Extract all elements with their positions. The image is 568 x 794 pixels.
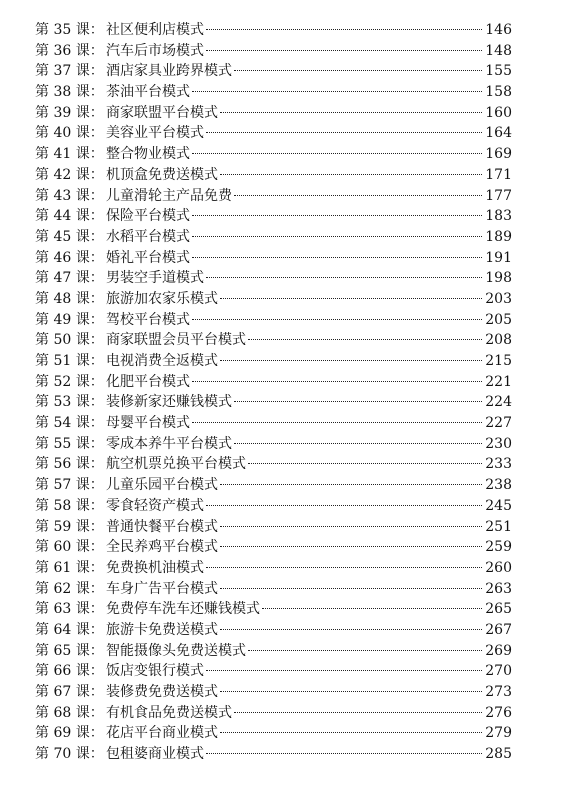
toc-row[interactable] [35,475,512,496]
toc-row[interactable] [35,248,512,269]
lesson-number: 第 62 课： [35,580,104,597]
page-number: 158 [485,84,512,101]
lesson-title: 免费换机油模式 [106,559,204,576]
page-number: 155 [485,63,512,80]
toc-row[interactable] [35,227,512,248]
toc-row[interactable] [35,744,512,765]
lesson-title: 电视消费全返模式 [106,353,218,369]
lesson-number: 第 46 课： [35,249,104,266]
toc-row[interactable] [35,61,512,82]
toc-row[interactable] [35,206,512,227]
dot-leader [248,339,482,340]
page-number: 270 [485,663,512,680]
page-number: 189 [485,228,512,245]
toc-row[interactable] [35,661,512,682]
lesson-title: 酒店家具业跨界模式 [106,63,232,80]
lesson-title: 驾校平台模式 [106,311,190,328]
page-number: 245 [485,497,512,514]
dot-leader [234,712,482,713]
dot-leader [206,505,482,506]
lesson-number: 第 40 课： [35,125,104,142]
lesson-title: 整合物业模式 [106,146,190,163]
lesson-title: 男装空手道模式 [106,270,204,287]
dot-leader [192,257,482,258]
toc-row[interactable] [35,268,512,289]
lesson-number: 第 42 课： [35,166,104,183]
toc-row[interactable] [35,517,512,538]
lesson-number: 第 68 课： [35,704,104,721]
page-number: 183 [485,208,512,225]
toc-row[interactable] [35,372,512,393]
dot-leader [206,132,482,133]
dot-leader [234,443,482,444]
dot-leader [220,588,482,589]
dot-leader [206,277,482,278]
lesson-number: 第 67 课： [35,684,104,700]
page-number: 233 [485,456,512,473]
lesson-title: 保险平台模式 [106,208,190,225]
dot-leader [206,50,482,51]
lesson-title: 商家联盟会员平台模式 [106,332,246,349]
toc-row[interactable] [35,82,512,103]
toc-row[interactable] [35,103,512,124]
toc-row[interactable] [35,186,512,207]
page-number: 177 [485,187,512,204]
dot-leader [220,732,482,733]
lesson-title: 机顶盒免费送模式 [106,166,218,183]
page-number: 160 [485,104,512,121]
lesson-number: 第 65 课： [35,642,104,659]
dot-leader [220,691,482,692]
lesson-number: 第 50 课： [35,332,104,349]
dot-leader [262,608,482,609]
page-number: 279 [485,725,512,742]
toc-row[interactable] [35,310,512,331]
lesson-number: 第 41 课： [35,146,104,163]
toc-row[interactable] [35,537,512,558]
toc-row[interactable] [35,641,512,662]
toc-row[interactable] [35,351,512,372]
toc-row[interactable] [35,579,512,600]
lesson-title: 儿童滑轮主产品免费 [106,187,232,204]
toc-row[interactable] [35,413,512,434]
page-number: 224 [485,394,512,411]
page-number: 285 [485,746,512,763]
lesson-number: 第 53 课： [35,394,104,411]
lesson-title: 车身广告平台模式 [106,580,218,597]
toc-row[interactable] [35,558,512,579]
lesson-title: 旅游加农家乐模式 [106,290,218,307]
dot-leader [192,91,482,92]
lesson-number: 第 38 课： [35,84,104,101]
table-of-contents [35,20,512,765]
page-number: 169 [485,146,512,163]
lesson-title: 全民养鸡平台模式 [106,539,218,556]
lesson-title: 美容业平台模式 [106,125,204,142]
toc-row[interactable] [35,599,512,620]
page-number: 171 [485,166,512,183]
lesson-title: 装修费免费送模式 [106,684,218,700]
toc-row[interactable] [35,289,512,310]
lesson-title: 包租婆商业模式 [106,746,204,763]
page-number: 230 [485,435,512,452]
lesson-title: 有机食品免费送模式 [106,704,232,721]
lesson-number: 第 45 课： [35,228,104,245]
page-number: 260 [485,559,512,576]
lesson-title: 花店平台商业模式 [106,725,218,742]
lesson-title: 智能摄像头免费送模式 [106,642,246,659]
dot-leader [206,29,482,30]
page-number: 273 [485,684,512,700]
page-number: 259 [485,539,512,556]
toc-row[interactable] [35,496,512,517]
lesson-title: 零成本养牛平台模式 [106,435,232,452]
page-number: 203 [485,290,512,307]
page-number: 164 [485,125,512,142]
page-number: 205 [485,311,512,328]
dot-leader [192,381,482,382]
lesson-number: 第 69 课： [35,725,104,742]
lesson-number: 第 57 课： [35,477,104,494]
lesson-number: 第 48 课： [35,290,104,307]
lesson-number: 第 58 课： [35,497,104,514]
lesson-number: 第 39 课： [35,104,104,121]
dot-leader [220,526,482,527]
page-number: 215 [485,353,512,369]
dot-leader [234,195,482,196]
dot-leader [220,174,482,175]
lesson-title: 婚礼平台模式 [106,249,190,266]
toc-row[interactable] [35,703,512,724]
toc-row[interactable] [35,165,512,186]
dot-leader [220,546,482,547]
lesson-title: 旅游卡免费送模式 [106,621,218,638]
lesson-title: 化肥平台模式 [106,373,190,390]
lesson-number: 第 60 课： [35,539,104,556]
lesson-title: 汽车后市场模式 [106,42,204,59]
lesson-number: 第 59 课： [35,518,104,535]
dot-leader [234,401,482,402]
toc-row[interactable] [35,682,512,703]
dot-leader [206,753,482,754]
lesson-number: 第 55 课： [35,435,104,452]
toc-row[interactable] [35,20,512,41]
page-number: 148 [485,42,512,59]
page-number: 276 [485,704,512,721]
lesson-number: 第 61 课： [35,559,104,576]
lesson-title: 普通快餐平台模式 [106,518,218,535]
lesson-title: 免费停车洗车还赚钱模式 [106,601,260,618]
toc-row[interactable] [35,41,512,62]
dot-leader [220,629,482,630]
page-number: 269 [485,642,512,659]
lesson-title: 母婴平台模式 [106,415,190,432]
toc-row[interactable] [35,144,512,165]
lesson-title: 儿童乐园平台模式 [106,477,218,494]
dot-leader [220,484,482,485]
dot-leader [234,70,482,71]
dot-leader [206,670,482,671]
lesson-title: 茶油平台模式 [106,84,190,101]
lesson-number: 第 66 课： [35,663,104,680]
page-number: 198 [485,270,512,287]
toc-row[interactable] [35,330,512,351]
lesson-number: 第 47 课： [35,270,104,287]
dot-leader [220,360,482,361]
page-number: 221 [485,373,512,390]
dot-leader [192,319,482,320]
page-number: 267 [485,621,512,638]
toc-row[interactable] [35,620,512,641]
page-number: 227 [485,415,512,432]
lesson-title: 商家联盟平台模式 [106,104,218,121]
lesson-number: 第 63 课： [35,601,104,618]
lesson-number: 第 35 课： [35,22,104,38]
dot-leader [192,422,482,423]
page-number: 263 [485,580,512,597]
dot-leader [192,153,482,154]
dot-leader [192,236,482,237]
dot-leader [206,567,482,568]
lesson-number: 第 51 课： [35,353,104,369]
lesson-number: 第 70 课： [35,746,104,763]
dot-leader [192,215,482,216]
lesson-number: 第 36 课： [35,42,104,59]
page-number: 265 [485,601,512,618]
dot-leader [220,298,482,299]
lesson-title: 饭店变银行模式 [106,663,204,680]
lesson-number: 第 52 课： [35,373,104,390]
lesson-number: 第 54 课： [35,415,104,432]
lesson-title: 零食轻资产模式 [106,497,204,514]
lesson-title: 装修新家还赚钱模式 [106,394,232,411]
dot-leader [248,463,482,464]
lesson-number: 第 37 课： [35,63,104,80]
lesson-number: 第 44 课： [35,208,104,225]
lesson-number: 第 64 课： [35,621,104,638]
dot-leader [220,112,482,113]
toc-row[interactable] [35,123,512,144]
lesson-title: 航空机票兑换平台模式 [106,456,246,473]
toc-row[interactable] [35,723,512,744]
lesson-number: 第 56 课： [35,456,104,473]
toc-row[interactable] [35,454,512,475]
lesson-title: 社区便利店模式 [106,22,204,38]
lesson-title: 水稻平台模式 [106,228,190,245]
page-number: 146 [485,22,512,38]
page-number: 191 [485,249,512,266]
page-number: 208 [485,332,512,349]
toc-row[interactable] [35,392,512,413]
page-number: 251 [485,518,512,535]
lesson-number: 第 43 课： [35,187,104,204]
page-number: 238 [485,477,512,494]
toc-row[interactable] [35,434,512,455]
lesson-number: 第 49 课： [35,311,104,328]
dot-leader [248,650,482,651]
